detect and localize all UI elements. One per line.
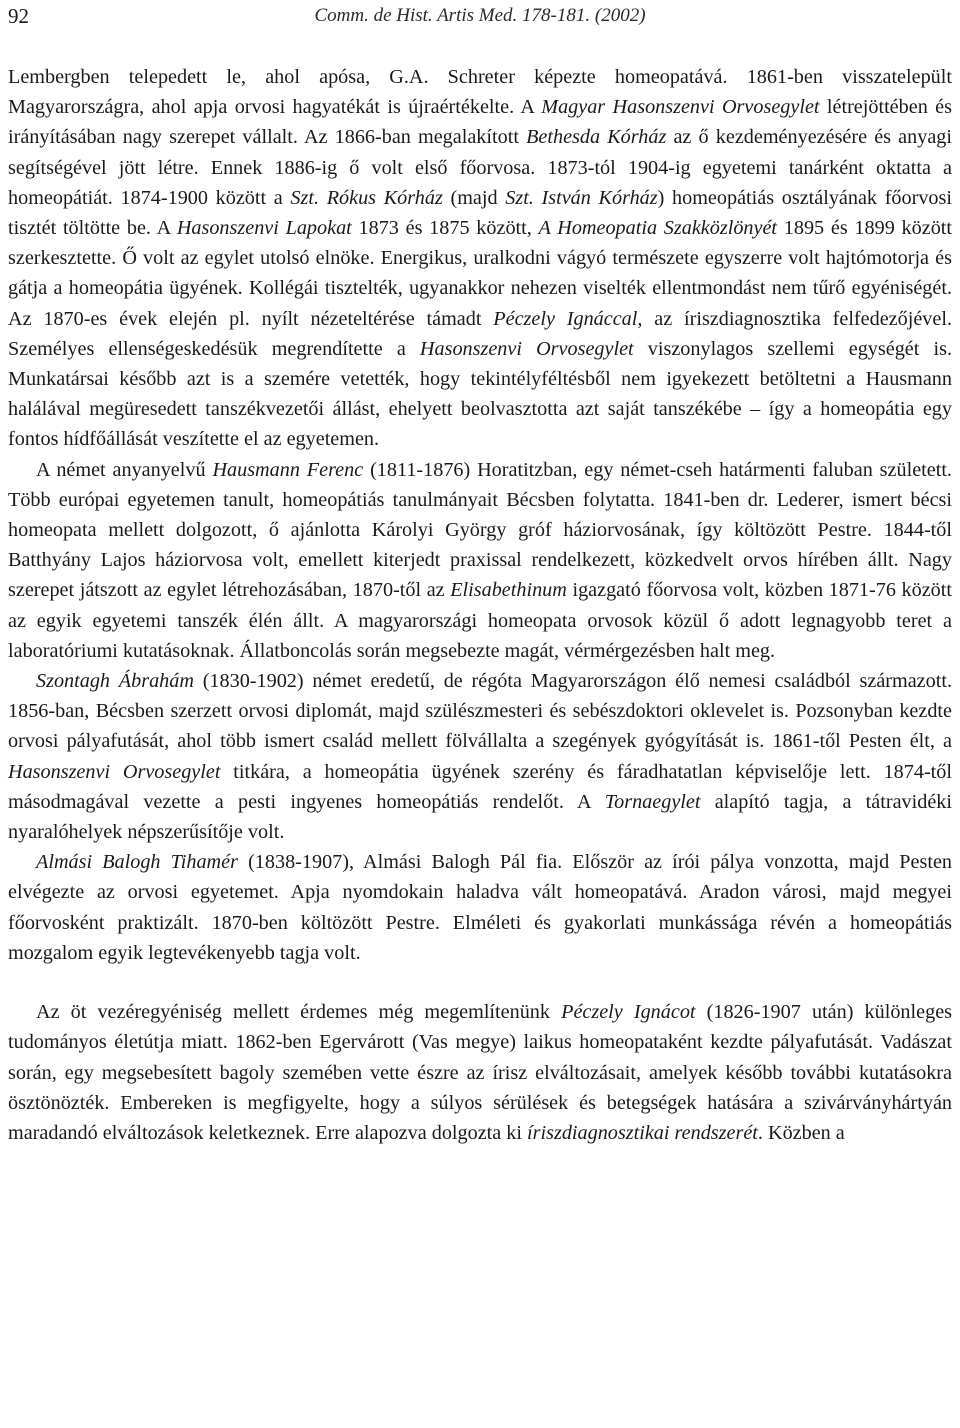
text-run: létrejöttében és irányításában nagy szerepet vállalt. Az 1866-ban megalakított [8,96,952,149]
text-run: titkára, a homeopátia ügyének szerény és fáradhatatlan képviselője lett. 1874-től másodmagával vezette a pesti ingyenes homeopátiás rendelőt. A [8,760,952,813]
italic-text: A Homeopatia Szakközlönyét [538,217,778,240]
text-run: az ő kezdeményezésére és anyagi segítségével jött létre. Ennek 1886-ig ő volt első főorvosa. 1873-tól 1904-ig egyetemi tanárként oktatta a homeopátiát. 1874-1900 között a [8,126,952,209]
page-number: 92 [8,4,29,28]
running-head [8,4,952,34]
italic-text: Szt. Rókus Kórház [290,186,443,209]
paragraph-5 [8,997,952,1148]
italic-text: Hasonszenvi Lapokat [176,217,352,240]
italic-text: íriszdiagnosztikai rendszerét [527,1121,758,1144]
text-run: (1811-1876) Horatitzban, egy német-cseh határmenti faluban született. Több európai egyetemen tanult, homeopátiás tanulmányait Bécsben folytatta. 1841-ben dr. Lederer, ismert bécsi homeopata mellett dolgozott, ő ajánlotta Károlyi György gróf háziorvosának, így költözött Pestre. 1844-től Batthyány Lajos háziorvosa volt, emellett kiterjedt praxissal rendelkezett, közkedvelt orvos hírében állt. Nagy szerepet játszott az egylet létrehozásában, 1870-től az [8,458,952,602]
text-run: (1826-1907 után) különleges tudományos életútja miatt. 1862-ben Egervárott (Vas megye) laikus homeopataként kezdte pályafutását. Vadászat során, egy megsebesített bagoly szemében vette észre az írisz elváltozásait, amelyek később további kutatásokra ösztönözték. Embereken is megfigyelte, hogy a súlyos sérülések és betegségek hatására a szivárványhártyán maradandó elváltozások keletkeznek. Erre alapozva dolgozta ki [8,1001,953,1144]
paragraph-3 [8,666,952,847]
italic-text: Almási Balogh Tihamér [36,851,238,874]
text-run: A német anyanyelvű [36,458,213,481]
italic-text: Elisabethinum [450,579,567,602]
text-run: (1838-1907), Almási Balogh Pál fia. Először az írói pálya vonzotta, majd Pesten elvégezte az orvosi egyetemet. Apja nyomdokain haladva vált homeopatává. Aradon városi, majd megyei főorvosként praktizált. 1870-ben költözött Pestre. Elméleti és gyakorlati munkássága révén a homeopátiás mozgalom egyik legtevékenyebb tagja volt. [8,851,952,964]
italic-text: Péczely Ignáccal [493,307,638,330]
article-body [8,62,952,1148]
text-run: igazgató főorvosa volt, közben 1871-76 között az egyik egyetemi tanszék élén állt. A magyarországi homeopata orvosok közül ő adott legnagyobb teret a laboratóriumi kutatásoknak. Állatboncolás során megsebezte magát, vérmérgezésben halt meg. [8,579,952,662]
italic-text: Szt. István Kórház [505,186,658,209]
journal-reference: Comm. de Hist. Artis Med. 178-181. (2002) [314,5,646,26]
text-run: Az öt vezéregyéniség mellett érdemes még megemlítenünk [36,1001,562,1024]
italic-text: Péczely Ignácot [561,1001,696,1024]
text-run: 1873 és 1875 között, [351,217,539,240]
text-run: ) homeopátiás osztályának főorvosi tisztét töltötte be. A [8,186,952,240]
paragraph-1 [8,62,952,455]
italic-text: Tornaegylet [604,790,701,813]
italic-text: Hasonszenvi Orvosegylet [8,760,221,783]
paragraph-2 [8,455,952,666]
text-run: . Közben a [757,1121,845,1144]
italic-text: Bethesda Kórház [526,126,667,149]
italic-text: Hasonszenvi Orvosegylet [419,337,634,360]
italic-text: Magyar Hasonszenvi Orvosegylet [541,96,820,119]
italic-text: Hausmann Ferenc [212,458,364,481]
italic-text: Szontagh Ábrahám [36,670,194,693]
text-run: Lembergben telepedett le, ahol apósa, G.A. Schreter képezte homeopatává. 1861-ben visszatelepült Magyarországra, ahol apja orvosi hagyatékát is újraértékelte. A [8,66,952,119]
text-run: (1830-1902) német eredetű, de régóta Magyarországon élő nemesi családból származott. 1856-ban, Bécsben szerzett orvosi diplomát, majd szülészmesteri és sebészdoktori oklevelet is. Pozsonyban kezdte orvosi pályafutását, ahol több ismert család mellett fölvállalta a szegények gyógyítását is. 1861-től Pesten élt, a [8,670,952,753]
text-run: , az íriszdiagnosztika felfedezőjével. Személyes ellenségeskedésük megrendítette a [8,307,952,360]
text-run: (majd [442,186,506,209]
text-run: 1895 és 1899 között szerkesztette. Ő volt az egylet utolsó elnöke. Energikus, uralkodni vágyó természete egyszerre volt hajtómotorja és gátja a homeopátia ügyének. Kollégái tisztelték, ugyanakkor nehezen viselték ellentmondást nem tűrő egyéniségét. Az 1870-es évek elején pl. nyílt nézeteltérése támadt [8,217,953,330]
text-run: alapító tagja, a tátravidéki nyaralóhelyek népszerűsítője volt. [8,790,952,844]
text-run: viszonylagos szellemi egységét is. Munkatársai később azt is a szemére vetették, hogy tekintélyféltésből nem igyekezett betöltetni a Hausmann halálával megüresedett tanszékvezetői állást, ehelyett beolvasztotta azt saját tanszékébe – így a homeopátia egy fontos hídfőállását veszítette el az egyetemen. [8,337,953,451]
paragraph-4 [8,847,952,968]
